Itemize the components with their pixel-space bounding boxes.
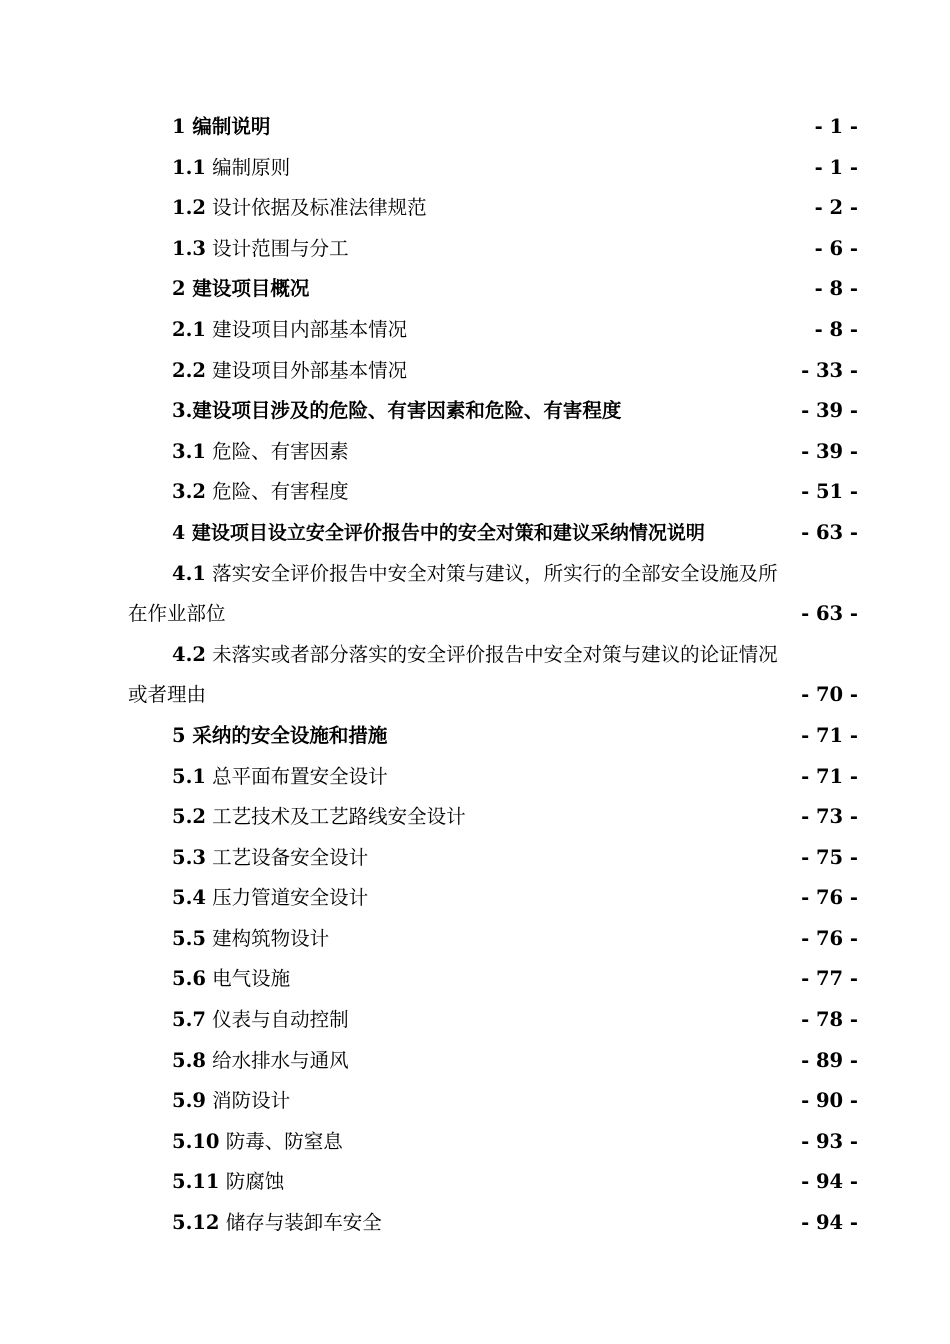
toc-page-number: - 76 - <box>801 886 858 910</box>
toc-number: 5.3 <box>172 845 206 869</box>
toc-number: 1.1 <box>172 155 206 179</box>
toc-page-number: - 90 - <box>801 1089 858 1113</box>
toc-page-number: - 75 - <box>801 845 858 869</box>
toc-entry-2[interactable] <box>0 269 950 310</box>
toc-page-number: - 93 - <box>801 1129 858 1153</box>
toc-page-number: - 1 - <box>814 155 858 179</box>
toc-number: 5.8 <box>172 1048 206 1072</box>
toc-entry-5-9[interactable] <box>0 1081 950 1122</box>
toc-number: 2.1 <box>172 317 206 341</box>
toc-number: 2.2 <box>172 358 206 382</box>
toc-page-number: - 89 - <box>801 1048 858 1072</box>
toc-entry-5-4[interactable] <box>0 878 950 919</box>
toc-entry-2-1[interactable] <box>0 310 950 351</box>
toc-title: 工艺设备安全设计 <box>212 845 369 869</box>
toc-title: 建构筑物设计 <box>212 926 330 950</box>
toc-number: 2 <box>172 277 186 301</box>
toc-page-number: - 78 - <box>801 1008 858 1032</box>
toc-title: 危险、有害程度 <box>212 480 349 504</box>
toc-title: 编制原则 <box>212 155 291 179</box>
toc-entry-4-1-continued[interactable] <box>0 594 950 635</box>
toc-title: 仪表与自动控制 <box>212 1008 349 1032</box>
toc-entry-3-1[interactable] <box>0 432 950 473</box>
toc-number: 5 <box>172 723 186 747</box>
toc-entry-5-10[interactable] <box>0 1122 950 1163</box>
toc-entry-4-2-continued[interactable] <box>0 675 950 716</box>
toc-title: 工艺技术及工艺路线安全设计 <box>212 805 466 829</box>
toc-title: 总平面布置安全设计 <box>212 764 388 788</box>
toc-page-number: - 63 - <box>801 602 858 626</box>
toc-page-number: - 2 - <box>814 196 858 220</box>
toc-number: 5.4 <box>172 886 206 910</box>
toc-title: 危险、有害因素 <box>212 439 349 463</box>
toc-number: 5.6 <box>172 967 206 991</box>
toc-number: 5.1 <box>172 764 206 788</box>
toc-entry-5-3[interactable] <box>0 838 950 879</box>
toc-title-continued: 在作业部位 <box>128 602 226 626</box>
toc-number: 3.1 <box>172 439 206 463</box>
toc-title: 防腐蚀 <box>225 1170 285 1194</box>
toc-title: 建设项目涉及的危险、有害因素和危险、有害程度 <box>192 399 622 423</box>
toc-page-number: - 77 - <box>801 967 858 991</box>
toc-entry-4-2[interactable] <box>0 635 950 676</box>
toc-entry-5-6[interactable] <box>0 959 950 1000</box>
toc-title: 落实安全评价报告中安全对策与建议，所实行的全部安全设施及所 <box>212 561 778 585</box>
toc-entry-1[interactable] <box>0 107 950 148</box>
toc-page-number: - 94 - <box>801 1170 858 1194</box>
toc-number: 5.10 <box>172 1129 220 1153</box>
toc-page-number: - 1 - <box>814 115 858 138</box>
toc-page-number: - 39 - <box>801 399 858 423</box>
toc-entry-5-8[interactable] <box>0 1041 950 1082</box>
toc-title: 建设项目设立安全评价报告中的安全对策和建议采纳情况说明 <box>191 521 705 544</box>
toc-entry-2-2[interactable] <box>0 351 950 392</box>
toc-title: 建设项目内部基本情况 <box>212 317 408 341</box>
table-of-contents <box>0 107 950 1244</box>
toc-page-number: - 71 - <box>801 723 858 747</box>
toc-number: 1.2 <box>172 196 206 220</box>
toc-page-number: - 51 - <box>801 480 858 504</box>
toc-entry-5-11[interactable] <box>0 1162 950 1203</box>
toc-entry-1-3[interactable] <box>0 229 950 270</box>
toc-entry-1-1[interactable] <box>0 148 950 189</box>
toc-number: 5.12 <box>172 1211 220 1235</box>
toc-entry-3-2[interactable] <box>0 472 950 513</box>
toc-entry-1-2[interactable] <box>0 188 950 229</box>
toc-number: 1.3 <box>172 236 206 260</box>
toc-number: 5.11 <box>172 1170 220 1194</box>
toc-entry-5[interactable] <box>0 716 950 757</box>
toc-page-number: - 73 - <box>801 805 858 829</box>
toc-title: 未落实或者部分落实的安全评价报告中安全对策与建议的论证情况 <box>212 642 778 666</box>
toc-title: 电气设施 <box>212 967 291 991</box>
toc-number: 4.1 <box>172 561 206 585</box>
toc-number: 4.2 <box>172 642 206 666</box>
toc-title: 采纳的安全设施和措施 <box>192 723 388 747</box>
toc-number: 3. <box>172 399 193 423</box>
toc-number: 1 <box>172 115 186 138</box>
toc-title: 给水排水与通风 <box>212 1048 349 1072</box>
toc-page-number: - 63 - <box>801 520 858 544</box>
toc-page-number: - 8 - <box>814 317 858 341</box>
toc-page-number: - 6 - <box>814 236 858 260</box>
toc-entry-4[interactable] <box>0 513 950 554</box>
toc-number: 5.2 <box>172 805 206 829</box>
toc-entry-5-1[interactable] <box>0 757 950 798</box>
toc-number: 3.2 <box>172 480 206 504</box>
toc-page-number: - 94 - <box>801 1211 858 1235</box>
toc-title: 储存与装卸车安全 <box>225 1211 382 1235</box>
toc-number: 5.7 <box>172 1008 206 1032</box>
toc-page-number: - 39 - <box>801 439 858 463</box>
toc-number: 5.5 <box>172 926 206 950</box>
toc-title-continued: 或者理由 <box>128 683 207 707</box>
toc-title: 消防设计 <box>212 1089 291 1113</box>
toc-page-number: - 70 - <box>801 683 858 707</box>
toc-title: 建设项目概况 <box>192 277 310 301</box>
toc-page-number: - 8 - <box>814 277 858 301</box>
toc-entry-4-1[interactable] <box>0 554 950 595</box>
toc-page-number: - 71 - <box>801 764 858 788</box>
toc-title: 压力管道安全设计 <box>212 886 369 910</box>
toc-number: 4 <box>172 521 186 544</box>
toc-title: 建设项目外部基本情况 <box>212 358 408 382</box>
toc-title: 设计依据及标准法律规范 <box>212 196 427 220</box>
toc-entry-5-7[interactable] <box>0 1000 950 1041</box>
toc-entry-5-12[interactable] <box>0 1203 950 1244</box>
toc-number: 5.9 <box>172 1089 206 1113</box>
toc-title: 设计范围与分工 <box>212 236 349 260</box>
toc-page-number: - 33 - <box>801 358 858 382</box>
toc-title: 防毒、防窒息 <box>225 1129 343 1153</box>
toc-page-number: - 76 - <box>801 926 858 950</box>
toc-entry-5-5[interactable] <box>0 919 950 960</box>
toc-title: 编制说明 <box>192 115 271 138</box>
toc-entry-5-2[interactable] <box>0 797 950 838</box>
toc-entry-3[interactable] <box>0 391 950 432</box>
